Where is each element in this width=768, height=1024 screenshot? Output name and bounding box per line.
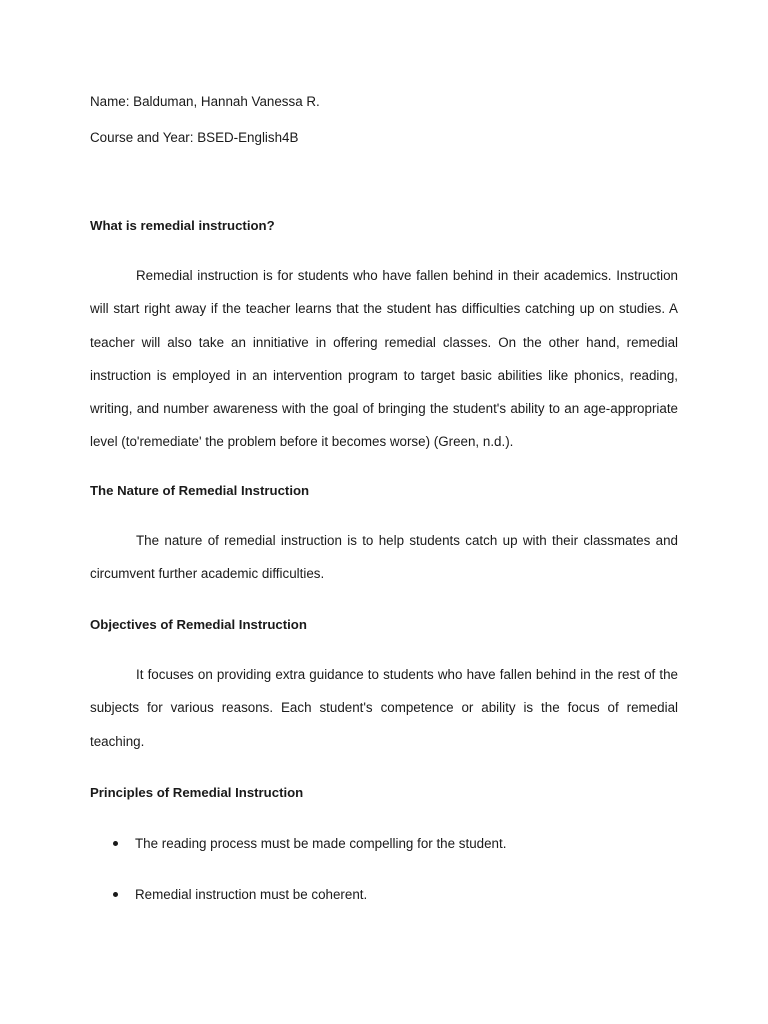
bullet-icon [113,841,118,846]
list-item [113,887,367,903]
heading-objectives-of-remedial-instruction: Objectives of Remedial Instruction [90,617,307,632]
paragraph-objectives-of-remedial-instruction: It focuses on providing extra guidance to students who have fallen behind in the rest of the subjects for various reasons. Each student's competence or ability is the focus of remedial teaching. [90,667,678,749]
paragraph-nature-of-remedial-instruction: The nature of remedial instruction is to help students catch up with their classmates and circumvent further academic difficulties. [90,533,678,582]
list-item-text: Remedial instruction must be coherent. [135,887,368,902]
heading-nature-of-remedial-instruction: The Nature of Remedial Instruction [90,483,310,498]
heading-principles-of-remedial-instruction: Principles of Remedial Instruction [90,785,304,800]
paragraph-what-is-remedial-instruction: Remedial instruction is for students who have fallen behind in their academics. Instruction will start right away if the teacher learns that the student has difficulties catching up on studies. A teacher will also take an innitiative in offering remedial classes. On the other hand, remedial instruction is employed in an intervention program to target basic abilities like phonics, reading, writing, and number awareness with the goal of bringing the student's ability to an age-appropriate level (to'remediate' the problem before it becomes worse) (Green, n.d.). [90,268,678,450]
heading-what-is-remedial-instruction: What is remedial instruction? [90,218,275,233]
student-name: Name: Balduman, Hannah Vanessa R. [90,94,320,109]
course-and-year: Course and Year: BSED-English4B [90,130,299,145]
list-item-text: The reading process must be made compelling for the student. [135,836,507,851]
list-item [113,836,506,852]
bullet-icon [113,892,118,897]
